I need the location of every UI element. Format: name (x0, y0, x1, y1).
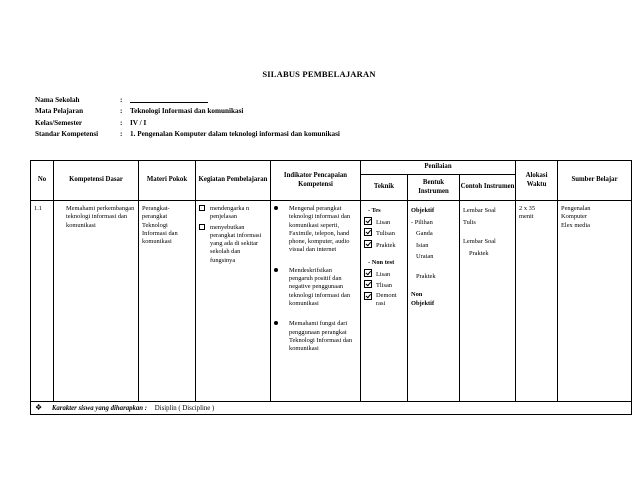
bentuk-line: Ganda (416, 230, 433, 237)
contoh-line: Lembar Soal (463, 207, 496, 214)
nontes-item: Tlisan (364, 280, 404, 292)
ipk-item (274, 320, 357, 353)
alokasi-line: menit (519, 213, 534, 221)
nontes-item: Lisan (364, 269, 404, 281)
ipk-item (274, 205, 357, 255)
blank-underline (130, 95, 208, 103)
bentuk-non-objektif: Objektif (411, 300, 435, 307)
square-bullet-icon (199, 224, 205, 230)
cell-no (31, 201, 54, 402)
bentuk-line: - Pilihan (411, 218, 433, 226)
mp-line: Teknologi (142, 221, 168, 229)
bullet-dot-icon (274, 268, 278, 272)
ipk-text: Memahami fungsi dari penggunaan perangkat Teknologi Informasi dan komunikasi (289, 320, 353, 353)
bentuk-line: Praktek (416, 272, 436, 280)
ipk-text: Mendeskrifsikan pengaruh positif dan negative penggunaan teknologi informasi dan komunikasi (289, 266, 351, 307)
checkbox-icon (364, 240, 372, 248)
cell-kegiatan (196, 201, 271, 402)
header-teknik: Teknik (361, 175, 408, 201)
bentuk-line: Isian (416, 241, 429, 249)
checkbox-icon (364, 228, 372, 236)
header-materi-pokok: Materi Pokok (139, 161, 196, 201)
checkbox-icon (364, 280, 372, 288)
cell-contoh (460, 201, 516, 402)
contoh-line: Praktek (469, 249, 489, 257)
mp-line: perangkat (142, 213, 168, 221)
row-number: 1.1 (34, 205, 42, 212)
kp-item (199, 224, 267, 265)
footer-label: Karakter siswa yang diharapkan : (51, 405, 148, 412)
ipk-item (274, 267, 357, 308)
info-colon: : (120, 130, 123, 139)
header-alokasi: Alokasi Waktu (516, 161, 558, 201)
tes-item: Lisan (364, 217, 404, 229)
checkbox-icon (364, 269, 372, 277)
footer-row (31, 402, 632, 415)
bullet-dot-icon (274, 321, 278, 325)
info-row-school (35, 95, 340, 106)
info-row-class (35, 118, 340, 129)
syllabus-table (30, 160, 632, 415)
bentuk-objektif: Objektif (411, 207, 435, 214)
header-contoh: Contoh Instrumen (460, 175, 516, 201)
info-label: Mata Pelajaran (35, 107, 84, 116)
sumber-line: Elex media (561, 221, 590, 229)
tes-label: - Tes (368, 207, 381, 214)
info-label: Kelas/Semester (35, 118, 83, 127)
diamond-bullet-icon: ❖ (35, 403, 43, 412)
info-value: Teknologi Informasi dan komunikasi (130, 107, 244, 116)
info-colon: : (120, 96, 123, 104)
square-bullet-icon (199, 205, 205, 211)
cell-teknik (361, 201, 408, 402)
alokasi-line: 2 x 35 (519, 205, 536, 212)
sumber-line: Pengenalan (561, 205, 591, 212)
header-indikator: Indikator Pencapaian Kompetensi (271, 161, 361, 201)
info-value: 1. Pengenalan Komputer dalam teknologi informasi dan komunikasi (130, 130, 340, 139)
info-colon: : (120, 118, 123, 127)
header-bentuk: Bentuk Instrumen (408, 175, 460, 201)
info-row-standard (35, 129, 340, 140)
cell-materi-pokok (139, 201, 196, 402)
checkbox-icon (364, 217, 372, 225)
document-title: SILABUS PEMBELAJARAN (262, 69, 376, 79)
info-block (35, 95, 340, 141)
kp-text: menyebutkan perangkat informasi yang ada di sekitar sekolah dan fungsinya (210, 223, 262, 264)
mp-line: Perangkat- (142, 205, 170, 212)
bentuk-line: Uraian (416, 253, 434, 260)
nontes-label: - Non test (368, 259, 395, 266)
cell-alokasi (516, 201, 558, 402)
footer-value: Disiplin ( Discipline ) (154, 405, 215, 412)
header-no: No (31, 161, 54, 201)
cell-sumber (558, 201, 632, 402)
checkbox-icon (364, 292, 372, 300)
contoh-line: Tulis (463, 218, 476, 226)
tes-item: Praktek (364, 240, 404, 252)
header-kegiatan: Kegiatan Pembelajaran (196, 161, 271, 201)
info-label: Nama Sekolah (35, 96, 80, 104)
mp-line: Informasi dan (142, 229, 178, 237)
ipk-text: Mengenal perangkat teknologi informasi dan komunikasi seperti, Faximile, telepon, hand phone, komputer, audio visual dan internet (289, 205, 351, 254)
header-kompetensi-dasar: Kompetensi Dasar (54, 161, 139, 201)
info-colon: : (120, 107, 123, 116)
nontes-item: Demont rasi (364, 292, 404, 308)
kp-text: mendengarka n penjelasan (210, 205, 250, 221)
mp-line: komunikasi (142, 238, 172, 246)
info-row-subject (35, 106, 340, 117)
cell-kompetensi-dasar (54, 201, 139, 402)
kp-item (199, 205, 267, 222)
info-label: Standar Kompetensi (35, 130, 99, 139)
header-penilaian: Penilaian (361, 161, 516, 175)
bentuk-non: Non (411, 291, 423, 298)
cell-indikator (271, 201, 361, 402)
kd-text: Memahami perkembangan teknologi informasi dan komunikasi (66, 205, 135, 229)
header-sumber: Sumber Belajar (558, 161, 632, 201)
sumber-line: Komputer (561, 213, 587, 221)
cell-bentuk (408, 201, 460, 402)
info-value: IV / I (130, 118, 147, 127)
bullet-dot-icon (274, 206, 278, 210)
tes-item: Tulisan (364, 228, 404, 240)
contoh-line: Lembar Soal (463, 238, 496, 245)
